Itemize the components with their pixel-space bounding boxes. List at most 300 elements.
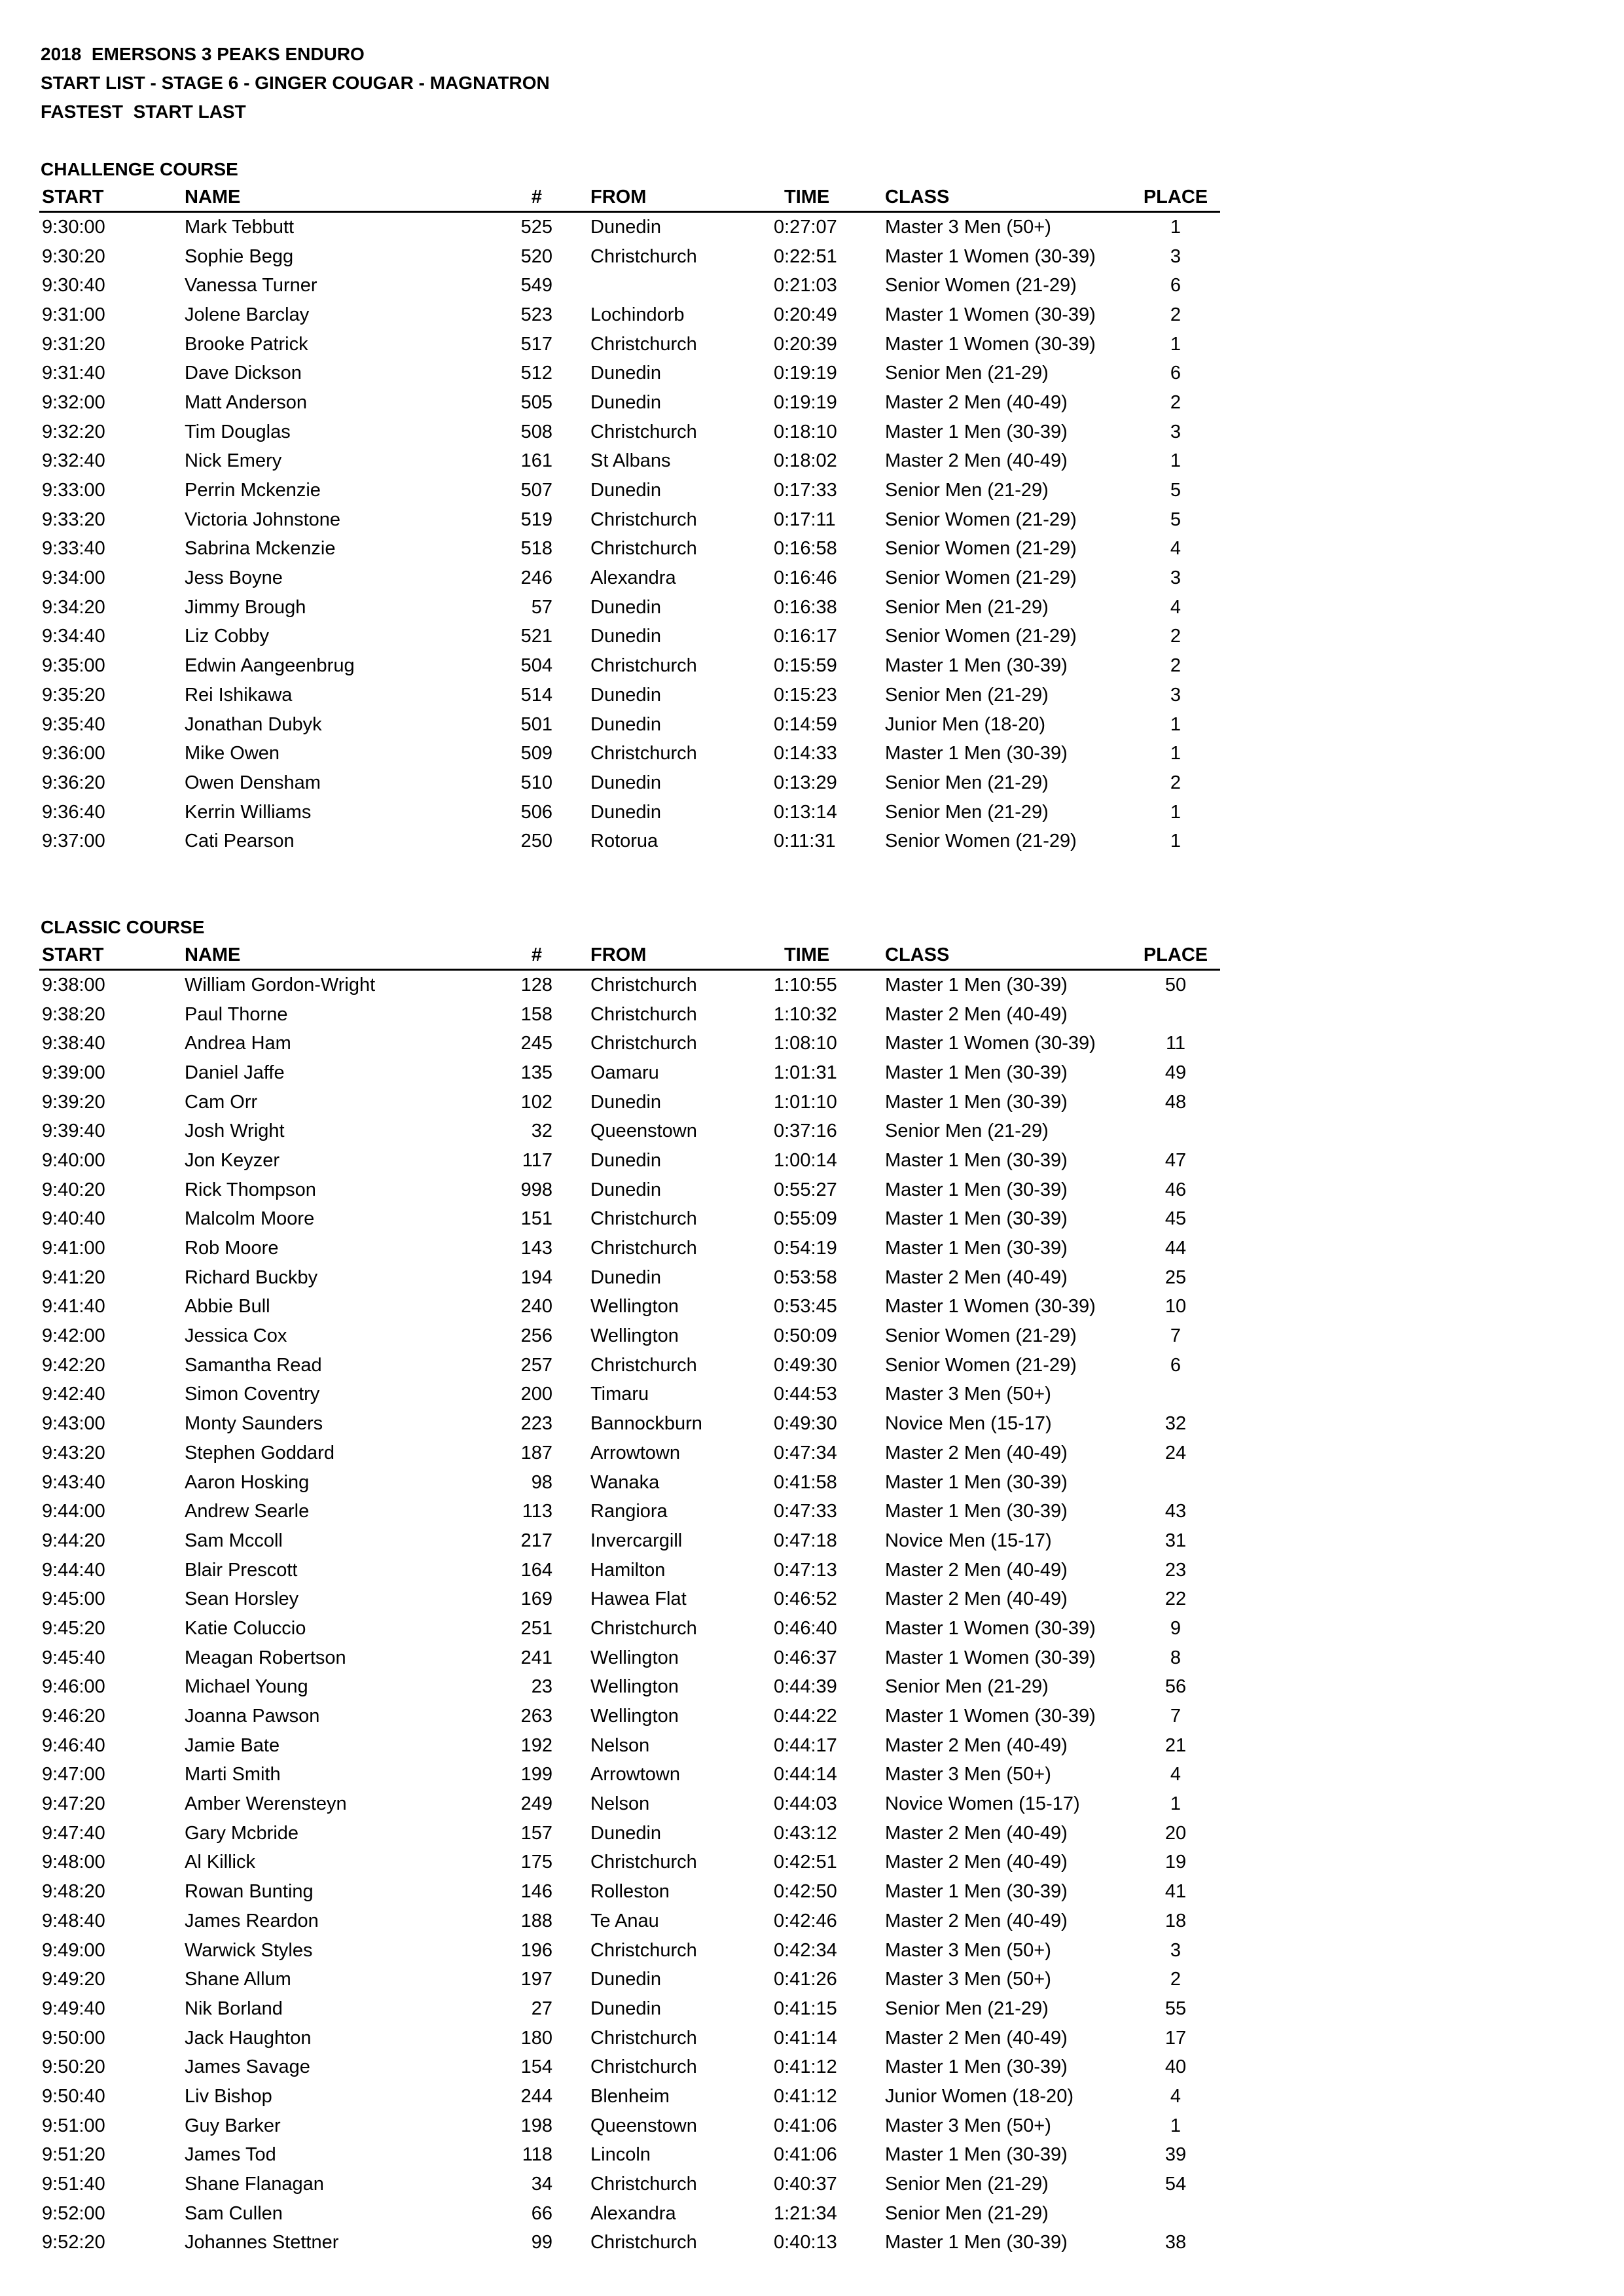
time-cell: 0:55:27: [774, 1179, 837, 1200]
rider-name-cell: Abbie Bull: [185, 1296, 270, 1318]
place-cell: 9: [1170, 1617, 1182, 1639]
place-cell: 10: [1164, 1296, 1187, 1318]
class-cell: Junior Men (18-20): [885, 713, 1045, 735]
rider-name-cell: Richard Buckby: [185, 1266, 318, 1288]
document-subtitle: START LIST - STAGE 6 - GINGER COUGAR - MAGNATRON: [41, 73, 550, 93]
table-row: [39, 681, 1220, 710]
class-cell: Master 1 Women (30-39): [885, 1706, 1096, 1727]
time-cell: 0:41:12: [774, 2085, 837, 2107]
class-cell: Novice Men (15-17): [885, 1413, 1052, 1435]
class-cell: Master 1 Men (30-39): [885, 1881, 1068, 1903]
place-cell: [1128, 1000, 1220, 1030]
class-cell: Master 2 Men (40-49): [885, 1910, 1068, 1931]
time-cell: 0:42:34: [774, 1939, 837, 1961]
time-cell: 0:40:37: [774, 2174, 837, 2195]
start-time-cell: 9:46:00: [42, 1676, 105, 1698]
rider-name-cell: Guy Barker: [185, 2115, 281, 2136]
rider-name-cell: Perrin Mckenzie: [185, 480, 321, 501]
time-cell: 0:41:06: [774, 2144, 837, 2166]
start-time-cell: 9:33:20: [42, 509, 105, 530]
place-cell: 54: [1164, 2174, 1187, 2195]
bib-number-cell: 117: [522, 1149, 552, 1171]
time-cell: 0:22:51: [774, 245, 837, 267]
time-cell: 0:44:22: [774, 1706, 837, 1727]
rider-name-cell: Victoria Johnstone: [185, 509, 341, 530]
place-cell: 48: [1164, 1091, 1187, 1113]
challenge-course-table: [39, 183, 1220, 856]
time-cell: 0:37:16: [774, 1121, 837, 1142]
rider-name-cell: Jessica Cox: [185, 1325, 287, 1347]
place-cell: [1128, 2199, 1220, 2229]
from-cell: Dunedin: [590, 1822, 662, 1844]
rider-name-cell: Andrew Searle: [185, 1501, 310, 1522]
from-cell: Bannockburn: [590, 1413, 702, 1435]
rider-name-cell: Gary Mcbride: [185, 1822, 299, 1844]
table-row: [39, 1234, 1220, 1263]
classic-course-title: CLASSIC COURSE: [41, 917, 205, 937]
place-cell: 18: [1164, 1910, 1187, 1931]
class-cell: Master 1 Men (30-39): [885, 743, 1068, 764]
time-cell: 0:47:33: [774, 1501, 837, 1522]
time-cell: 0:44:53: [774, 1384, 837, 1405]
from-cell: St Albans: [590, 450, 671, 472]
table-row: [39, 505, 1220, 535]
bib-number-cell: 154: [520, 2056, 552, 2078]
table-row: [39, 1673, 1220, 1702]
place-cell: 25: [1164, 1266, 1187, 1288]
bib-number-cell: 217: [520, 1530, 552, 1551]
table-row: [39, 418, 1220, 447]
class-cell: Senior Women (21-29): [885, 1325, 1077, 1347]
bib-number-cell: 23: [531, 1676, 552, 1698]
from-cell: Christchurch: [590, 538, 697, 560]
bib-number-cell: 118: [522, 2144, 552, 2166]
from-cell: Lincoln: [590, 2144, 651, 2166]
bib-number-cell: 164: [520, 1559, 552, 1581]
place-cell: 23: [1164, 1559, 1187, 1581]
table-row: [39, 1702, 1220, 1731]
rider-name-cell: Blair Prescott: [185, 1559, 298, 1581]
place-cell: 24: [1164, 1442, 1187, 1463]
from-cell: Te Anau: [590, 1910, 659, 1931]
class-cell: Master 3 Men (50+): [885, 2115, 1051, 2136]
bib-number-cell: 549: [520, 275, 552, 296]
table-row: [39, 330, 1220, 359]
table-row: [39, 1936, 1220, 1965]
class-cell: Senior Men (21-29): [885, 1676, 1049, 1698]
time-cell: 0:44:14: [774, 1764, 837, 1785]
column-header-from: FROM: [588, 941, 771, 970]
place-cell: 17: [1164, 2027, 1187, 2049]
start-time-cell: 9:49:40: [42, 1998, 105, 2019]
table-row: [39, 2170, 1220, 2199]
rider-name-cell: Sabrina Mckenzie: [185, 538, 336, 560]
table-row: [39, 564, 1220, 593]
place-cell: [1128, 1117, 1220, 1146]
start-time-cell: 9:36:00: [42, 743, 105, 764]
class-cell: Novice Men (15-17): [885, 1530, 1052, 1551]
start-time-cell: 9:34:40: [42, 626, 105, 647]
rider-name-cell: Jon Keyzer: [185, 1149, 280, 1171]
time-cell: 0:41:12: [774, 2056, 837, 2078]
start-time-cell: 9:48:40: [42, 1910, 105, 1931]
class-cell: Senior Women (21-29): [885, 509, 1077, 530]
time-cell: 0:17:11: [774, 509, 836, 530]
column-header-class: CLASS: [867, 941, 1128, 970]
table-row: [39, 1526, 1220, 1556]
table-row: [39, 739, 1220, 768]
bib-number-cell: 98: [531, 1471, 552, 1493]
bib-number-cell: 128: [520, 974, 552, 996]
class-cell: Master 2 Men (40-49): [885, 1588, 1068, 1610]
bib-number-cell: 66: [531, 2202, 552, 2224]
from-cell: Wellington: [590, 1647, 679, 1668]
bib-number-cell: 245: [520, 1033, 552, 1054]
class-cell: Senior Women (21-29): [885, 275, 1077, 296]
time-cell: 0:13:29: [774, 772, 837, 793]
class-cell: Master 1 Women (30-39): [885, 333, 1096, 355]
time-cell: 0:44:39: [774, 1676, 837, 1698]
start-time-cell: 9:39:40: [42, 1121, 105, 1142]
time-cell: 0:46:37: [774, 1647, 837, 1668]
bib-number-cell: 180: [520, 2027, 552, 2049]
time-cell: 1:08:10: [774, 1033, 837, 1054]
start-time-cell: 9:31:40: [42, 363, 105, 384]
rider-name-cell: Marti Smith: [185, 1764, 281, 1785]
from-cell: Christchurch: [590, 1033, 697, 1054]
bib-number-cell: 519: [520, 509, 552, 530]
bib-number-cell: 517: [520, 333, 552, 355]
table-row: [39, 1965, 1220, 1994]
rider-name-cell: Michael Young: [185, 1676, 308, 1698]
place-cell: 5: [1170, 480, 1182, 501]
start-time-cell: 9:32:00: [42, 391, 105, 413]
table-row: [39, 651, 1220, 681]
start-time-cell: 9:39:00: [42, 1062, 105, 1083]
bib-number-cell: 188: [520, 1910, 552, 1931]
column-header-time: TIME: [771, 183, 867, 212]
bib-number-cell: 161: [520, 450, 552, 472]
place-cell: 1: [1170, 801, 1182, 823]
time-cell: 0:40:13: [774, 2232, 837, 2253]
table-row: [39, 827, 1220, 856]
rider-name-cell: Sam Mccoll: [185, 1530, 283, 1551]
start-time-cell: 9:45:20: [42, 1617, 105, 1639]
from-cell: Dunedin: [590, 772, 662, 793]
rider-name-cell: Monty Saunders: [185, 1413, 323, 1435]
rider-name-cell: Josh Wright: [185, 1121, 285, 1142]
bib-number-cell: 518: [520, 538, 552, 560]
place-cell: 22: [1164, 1588, 1187, 1610]
place-cell: 3: [1170, 684, 1182, 706]
start-time-cell: 9:36:40: [42, 801, 105, 823]
table-row: [39, 1058, 1220, 1088]
bib-number-cell: 175: [520, 1852, 552, 1873]
bib-number-cell: 200: [520, 1384, 552, 1405]
table-row: [39, 1789, 1220, 1819]
rider-name-cell: Meagan Robertson: [185, 1647, 346, 1668]
place-cell: 1: [1170, 216, 1182, 238]
bib-number-cell: 102: [520, 1091, 552, 1113]
rider-name-cell: Amber Werensteyn: [185, 1793, 347, 1815]
table-row: [39, 476, 1220, 505]
bib-number-cell: 510: [520, 772, 552, 793]
start-time-cell: 9:30:00: [42, 216, 105, 238]
from-cell: Dunedin: [590, 684, 662, 706]
document-title: 2018 EMERSONS 3 PEAKS ENDURO: [41, 44, 365, 64]
rider-name-cell: Rei Ishikawa: [185, 684, 293, 706]
time-cell: 0:13:14: [774, 801, 837, 823]
time-cell: 0:47:18: [774, 1530, 837, 1551]
from-cell: Dunedin: [590, 480, 662, 501]
start-time-cell: 9:45:00: [42, 1588, 105, 1610]
bib-number-cell: 157: [520, 1822, 552, 1844]
column-header-place: PLACE: [1128, 183, 1220, 212]
rider-name-cell: Kerrin Williams: [185, 801, 312, 823]
start-time-cell: 9:44:40: [42, 1559, 105, 1581]
column-header-place: PLACE: [1128, 941, 1220, 970]
place-cell: 1: [1170, 713, 1182, 735]
bib-number-cell: 151: [520, 1208, 552, 1230]
bib-number-cell: 512: [520, 363, 552, 384]
class-cell: Master 2 Men (40-49): [885, 2027, 1068, 2049]
place-cell: 21: [1164, 1734, 1187, 1756]
rider-name-cell: Liv Bishop: [185, 2085, 272, 2107]
table-row: [39, 1175, 1220, 1205]
bib-number-cell: 194: [520, 1266, 552, 1288]
time-cell: 1:10:32: [774, 1003, 837, 1025]
challenge-course-rows: [39, 212, 1220, 857]
class-cell: Master 1 Men (30-39): [885, 1179, 1068, 1200]
place-cell: 8: [1170, 1647, 1182, 1668]
from-cell: Dunedin: [590, 1266, 662, 1288]
time-cell: 0:14:59: [774, 713, 837, 735]
bib-number-cell: 250: [520, 831, 552, 852]
place-cell: 2: [1170, 772, 1182, 793]
start-time-cell: 9:41:40: [42, 1296, 105, 1318]
class-cell: Senior Women (21-29): [885, 538, 1077, 560]
from-cell: Wanaka: [590, 1471, 660, 1493]
table-row: [39, 2141, 1220, 2170]
bib-number-cell: 158: [520, 1003, 552, 1025]
start-time-cell: 9:43:40: [42, 1471, 105, 1493]
start-time-cell: 9:37:00: [42, 831, 105, 852]
from-cell: Dunedin: [590, 713, 662, 735]
class-cell: Senior Men (21-29): [885, 363, 1049, 384]
place-cell: 5: [1170, 509, 1182, 530]
time-cell: 0:43:12: [774, 1822, 837, 1844]
from-cell: Christchurch: [590, 1238, 697, 1259]
class-cell: Master 1 Men (30-39): [885, 974, 1068, 996]
from-cell: Nelson: [590, 1734, 650, 1756]
bib-number-cell: 192: [520, 1734, 552, 1756]
class-cell: Master 1 Women (30-39): [885, 1033, 1096, 1054]
class-cell: Senior Women (21-29): [885, 1354, 1077, 1376]
place-cell: 19: [1164, 1852, 1187, 1873]
column-header-number: #: [408, 183, 588, 212]
place-cell: [1128, 1468, 1220, 1498]
rider-name-cell: Paul Thorne: [185, 1003, 288, 1025]
place-cell: 2: [1170, 391, 1182, 413]
time-cell: 0:46:40: [774, 1617, 837, 1639]
class-cell: Senior Men (21-29): [885, 801, 1049, 823]
start-time-cell: 9:31:20: [42, 333, 105, 355]
table-row: [39, 710, 1220, 740]
time-cell: 0:19:19: [774, 391, 837, 413]
from-cell: Christchurch: [590, 509, 697, 530]
place-cell: 55: [1164, 1998, 1187, 2019]
place-cell: 2: [1170, 655, 1182, 677]
table-row: [39, 1000, 1220, 1030]
place-cell: 1: [1170, 831, 1182, 852]
bib-number-cell: 187: [520, 1442, 552, 1463]
rider-name-cell: Liz Cobby: [185, 626, 269, 647]
rider-name-cell: Nik Borland: [185, 1998, 283, 2019]
rider-name-cell: Rick Thompson: [185, 1179, 316, 1200]
time-cell: 0:53:45: [774, 1296, 837, 1318]
table-row: [39, 1409, 1220, 1439]
rider-name-cell: Tim Douglas: [185, 421, 291, 442]
time-cell: 0:18:10: [774, 421, 837, 442]
bib-number-cell: 507: [520, 480, 552, 501]
start-time-cell: 9:32:20: [42, 421, 105, 442]
class-cell: Master 1 Women (30-39): [885, 245, 1096, 267]
table-row: [39, 535, 1220, 564]
time-cell: 0:41:15: [774, 1998, 837, 2019]
bib-number-cell: 506: [520, 801, 552, 823]
class-cell: Master 3 Men (50+): [885, 1939, 1051, 1961]
bib-number-cell: 263: [520, 1706, 552, 1727]
bib-number-cell: 514: [520, 684, 552, 706]
table-row: [39, 242, 1220, 272]
rider-name-cell: Jess Boyne: [185, 567, 283, 589]
start-time-cell: 9:44:20: [42, 1530, 105, 1551]
from-cell: Christchurch: [590, 743, 697, 764]
bib-number-cell: 244: [520, 2085, 552, 2107]
table-row: [39, 2053, 1220, 2082]
place-cell: 2: [1170, 304, 1182, 325]
from-cell: Alexandra: [590, 2202, 676, 2224]
bib-number-cell: 525: [520, 216, 552, 238]
column-header-name: NAME: [182, 183, 408, 212]
class-cell: Master 3 Men (50+): [885, 1384, 1051, 1405]
class-cell: Senior Men (21-29): [885, 2202, 1049, 2224]
classic-course-table: [39, 941, 1220, 2257]
place-cell: 4: [1170, 1764, 1182, 1785]
rider-name-cell: Simon Coventry: [185, 1384, 320, 1405]
table-row: [39, 1907, 1220, 1936]
start-time-cell: 9:51:20: [42, 2144, 105, 2166]
time-cell: 0:16:58: [774, 538, 837, 560]
from-cell: Wellington: [590, 1325, 679, 1347]
table-row: [39, 2229, 1220, 2258]
from-cell: Queenstown: [590, 1121, 697, 1142]
start-time-cell: 9:48:20: [42, 1881, 105, 1903]
class-cell: Master 1 Men (30-39): [885, 1091, 1068, 1113]
from-cell: Christchurch: [590, 1617, 697, 1639]
rider-name-cell: Sean Horsley: [185, 1588, 299, 1610]
time-cell: 0:49:30: [774, 1354, 837, 1376]
time-cell: 0:42:51: [774, 1852, 837, 1873]
time-cell: 1:01:31: [774, 1062, 837, 1083]
time-cell: 0:41:58: [774, 1471, 837, 1493]
rider-name-cell: Johannes Stettner: [185, 2232, 339, 2253]
class-cell: Master 1 Men (30-39): [885, 1501, 1068, 1522]
from-cell: Rotorua: [590, 831, 659, 852]
start-time-cell: 9:52:00: [42, 2202, 105, 2224]
bib-number-cell: 34: [531, 2174, 552, 2195]
place-cell: 6: [1170, 275, 1182, 296]
bib-number-cell: 520: [520, 245, 552, 267]
class-cell: Senior Men (21-29): [885, 596, 1049, 618]
column-header-from: FROM: [588, 183, 771, 212]
bib-number-cell: 169: [520, 1588, 552, 1610]
bib-number-cell: 240: [520, 1296, 552, 1318]
class-cell: Master 1 Men (30-39): [885, 1471, 1068, 1493]
bib-number-cell: 113: [522, 1501, 552, 1522]
table-row: [39, 1321, 1220, 1351]
from-cell: Dunedin: [590, 391, 662, 413]
from-cell: Oamaru: [590, 1062, 659, 1083]
time-cell: 0:49:30: [774, 1413, 837, 1435]
table-row: [39, 300, 1220, 330]
class-cell: Master 1 Men (30-39): [885, 1208, 1068, 1230]
rider-name-cell: Sophie Begg: [185, 245, 294, 267]
place-cell: 1: [1170, 333, 1182, 355]
place-cell: 40: [1164, 2056, 1187, 2078]
from-cell: Hawea Flat: [590, 1588, 687, 1610]
bib-number-cell: 249: [520, 1793, 552, 1815]
rider-name-cell: Malcolm Moore: [185, 1208, 315, 1230]
start-time-cell: 9:41:20: [42, 1266, 105, 1288]
bib-number-cell: 501: [520, 713, 552, 735]
from-cell: Arrowtown: [590, 1442, 680, 1463]
rider-name-cell: Dave Dickson: [185, 363, 302, 384]
from-cell: Invercargill: [590, 1530, 683, 1551]
time-cell: 0:46:52: [774, 1588, 837, 1610]
class-cell: Master 2 Men (40-49): [885, 1266, 1068, 1288]
place-cell: [1128, 1380, 1220, 1410]
time-cell: 0:16:17: [774, 626, 837, 647]
rider-name-cell: Jamie Bate: [185, 1734, 280, 1756]
rider-name-cell: Mike Owen: [185, 743, 280, 764]
column-header-start: START: [39, 183, 182, 212]
table-row: [39, 1146, 1220, 1175]
table-row: [39, 1088, 1220, 1117]
from-cell: Wellington: [590, 1296, 679, 1318]
rider-name-cell: Mark Tebbutt: [185, 216, 295, 238]
class-cell: Master 2 Men (40-49): [885, 450, 1068, 472]
rider-name-cell: James Tod: [185, 2144, 276, 2166]
rider-name-cell: Shane Allum: [185, 1969, 291, 1990]
bib-number-cell: 241: [520, 1647, 552, 1668]
table-row: [39, 2111, 1220, 2141]
start-time-cell: 9:41:00: [42, 1238, 105, 1259]
column-header-class: CLASS: [867, 183, 1128, 212]
from-cell: Dunedin: [590, 1091, 662, 1113]
start-time-cell: 9:42:20: [42, 1354, 105, 1376]
time-cell: 0:27:07: [774, 216, 837, 238]
class-cell: Master 2 Men (40-49): [885, 1559, 1068, 1581]
place-cell: 46: [1164, 1179, 1187, 1200]
start-time-cell: 9:42:40: [42, 1384, 105, 1405]
time-cell: 0:17:33: [774, 480, 837, 501]
start-time-cell: 9:48:00: [42, 1852, 105, 1873]
time-cell: 0:41:14: [774, 2027, 837, 2049]
from-cell: Christchurch: [590, 1208, 697, 1230]
rider-name-cell: James Reardon: [185, 1910, 319, 1931]
rider-name-cell: Aaron Hosking: [185, 1471, 310, 1493]
